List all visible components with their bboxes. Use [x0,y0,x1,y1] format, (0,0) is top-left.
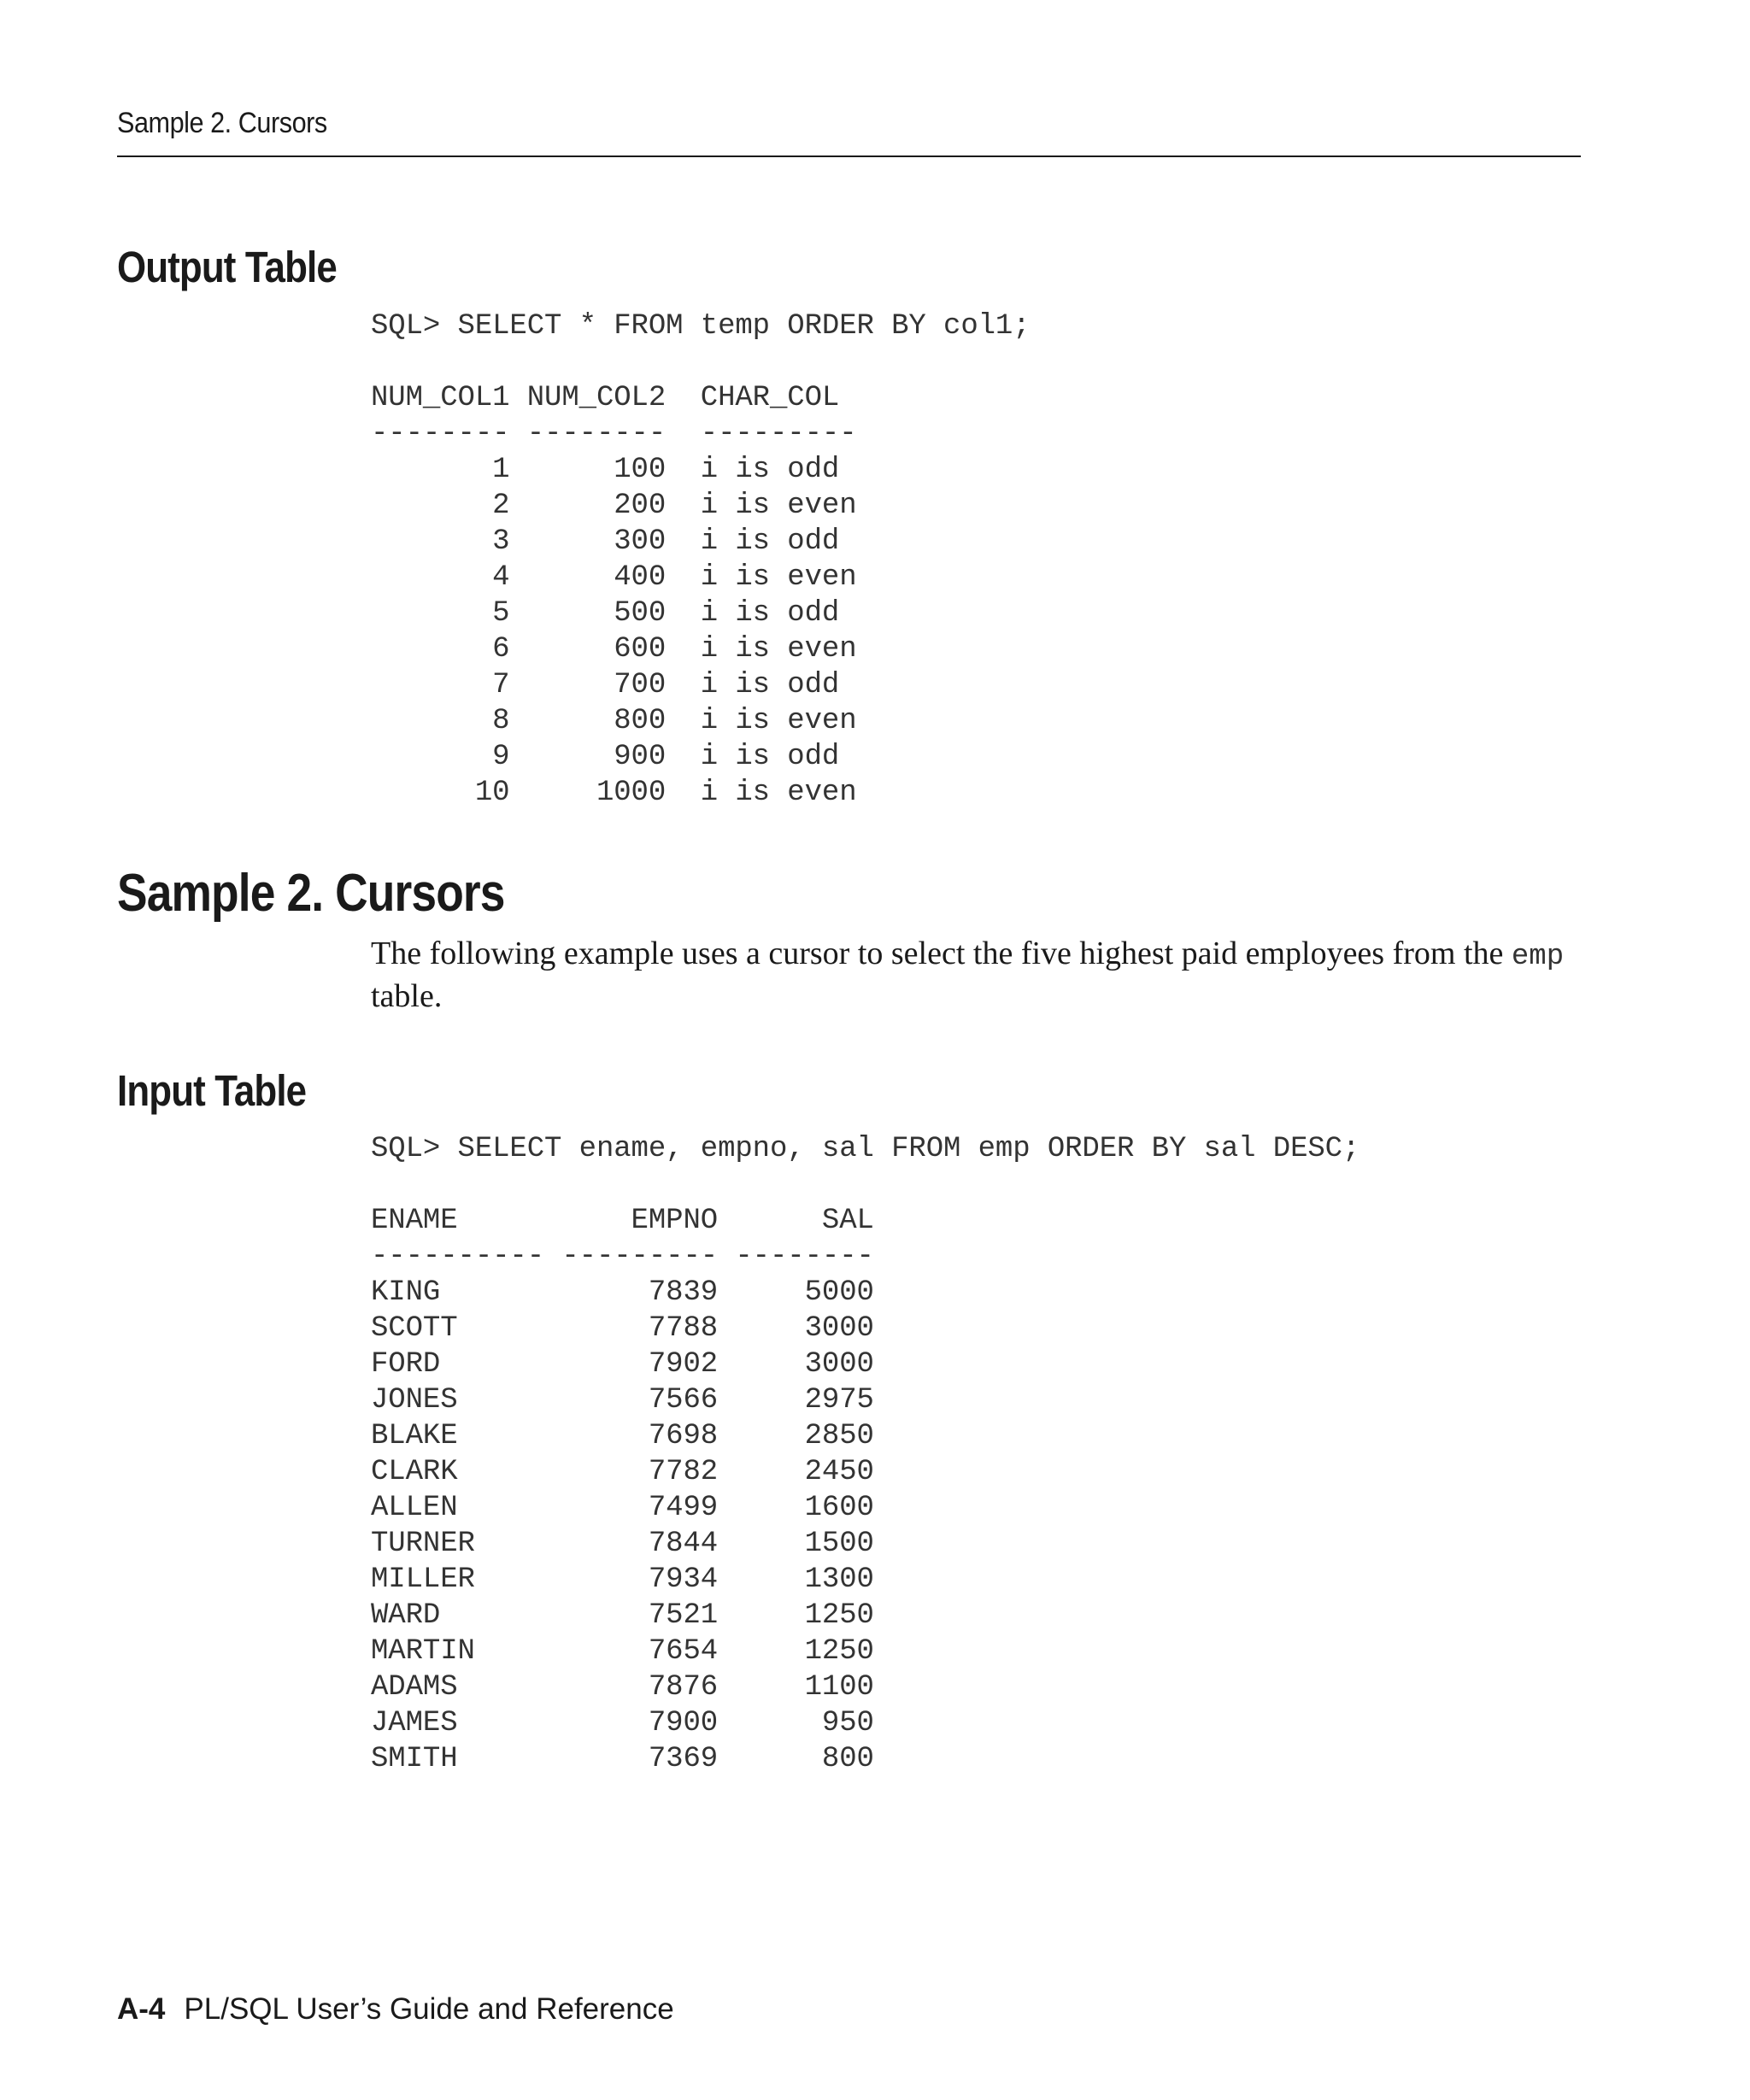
blank-line [371,344,1031,380]
table-row: MILLER 7934 1300 [371,1563,874,1596]
table-separator: ---------- --------- -------- [371,1241,874,1273]
sample2-description [371,934,1584,1016]
blank-line [371,1167,1359,1203]
input-table-code-block [371,1131,1359,1777]
table-row: SMITH 7369 800 [371,1743,874,1775]
sql-query: SQL> SELECT ename, empno, sal FROM emp ORDER BY sal DESC; [371,1133,1360,1165]
table-row: TURNER 7844 1500 [371,1528,874,1560]
table-row: WARD 7521 1250 [371,1599,874,1632]
table-row: 6 600 i is even [371,633,857,666]
table-row: ADAMS 7876 1100 [371,1671,874,1704]
input-table-heading: Input Table [117,1066,307,1115]
table-row: KING 7839 5000 [371,1276,874,1309]
page-number: A-4 [117,1992,166,2026]
table-row: FORD 7902 3000 [371,1348,874,1381]
table-row: 3 300 i is odd [371,525,840,558]
description-text-end: table. [371,978,443,1014]
table-row: CLARK 7782 2450 [371,1456,874,1488]
table-header-row: ENAME EMPNO SAL [371,1205,874,1237]
header-rule [117,155,1581,157]
table-row: SCOTT 7788 3000 [371,1312,874,1345]
table-row: MARTIN 7654 1250 [371,1635,874,1668]
output-table-code-block [371,308,1031,811]
sql-query: SQL> SELECT * FROM temp ORDER BY col1; [371,310,1031,343]
description-text-start: The following example uses a cursor to select the five highest paid employees from the [371,936,1512,971]
table-row: BLAKE 7698 2850 [371,1420,874,1452]
table-row: 5 500 i is odd [371,597,840,630]
table-row: 4 400 i is even [371,561,857,594]
table-header-row: NUM_COL1 NUM_COL2 CHAR_COL [371,382,840,414]
running-header: Sample 2. Cursors [117,107,327,139]
table-row: 8 800 i is even [371,705,857,737]
inline-code-emp: emp [1511,941,1565,973]
table-row: 2 200 i is even [371,490,857,522]
table-row: 7 700 i is odd [371,669,840,701]
book-title: PL/SQL User’s Guide and Reference [184,1992,674,2026]
output-table-heading: Output Table [117,243,337,291]
table-row: 10 1000 i is even [371,777,857,809]
table-row: 1 100 i is odd [371,454,840,486]
page-footer [117,1992,674,2027]
table-row: JAMES 7900 950 [371,1707,874,1739]
table-row: ALLEN 7499 1600 [371,1492,874,1524]
table-row: JONES 7566 2975 [371,1384,874,1417]
sample2-heading: Sample 2. Cursors [117,864,505,923]
table-row: 9 900 i is odd [371,741,840,773]
table-separator: -------- -------- --------- [371,418,857,450]
